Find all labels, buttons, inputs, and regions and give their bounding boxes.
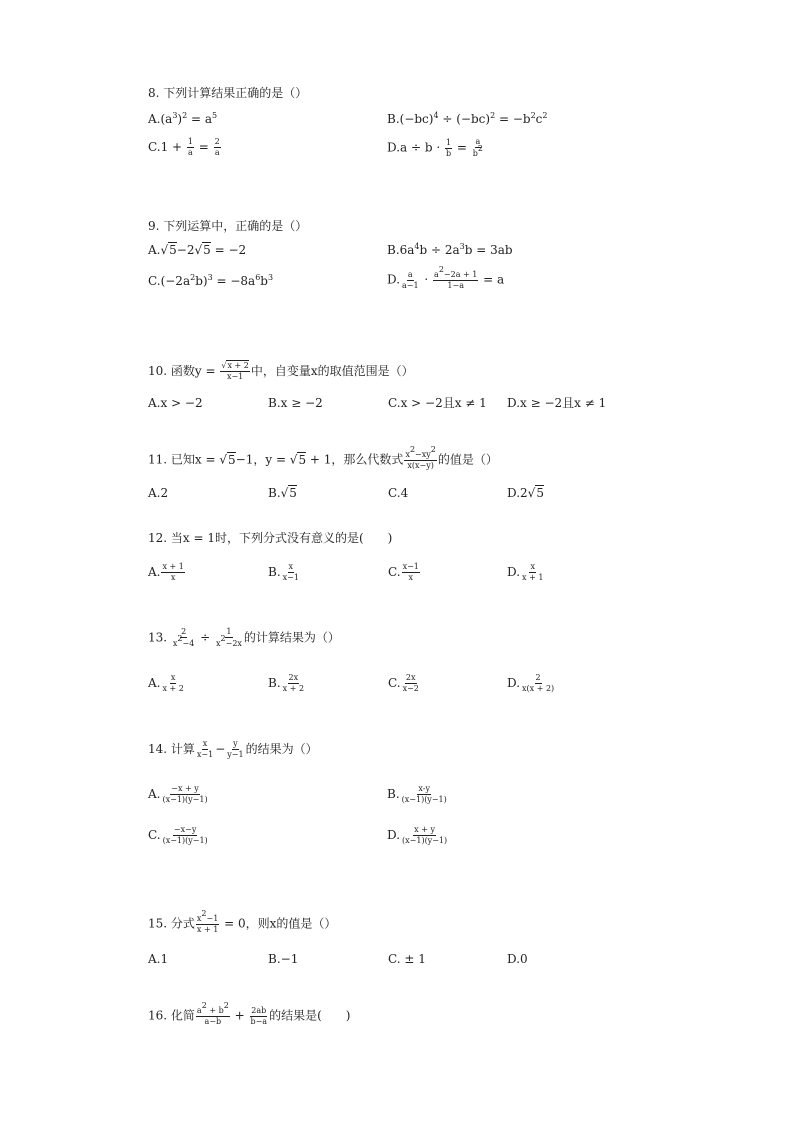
question-10-option-b: B.x ≥ −2 bbox=[268, 396, 323, 410]
question-8-option-b: $B.(-bc)^4 \div (-bc)^2 = -b^2c^2$ bbox=[387, 111, 548, 126]
question-14-option-c: C. $\frac{-x-y}{(x-1)(y-1)}$ bbox=[148, 825, 208, 845]
question-13-option-a: A. $\frac{x}{x + 2}$ bbox=[148, 673, 184, 693]
question-11-option-a: A.2 bbox=[148, 486, 169, 500]
question-15-option-a: A.1 bbox=[148, 952, 169, 966]
question-9-option-d: D. $\frac{a}{a-1}$ · $\frac{a^2-2a + 1}{1-a}$ = a bbox=[387, 265, 505, 290]
question-9-option-c: $C.(-2a^2b)^3 = -8a^6b^3$ bbox=[148, 273, 274, 288]
question-16-stem: 16. 化简 $\frac{a^2 + b^2}{a-b}$ + $\frac{2ab}{b-a}$ 的结果是( ) bbox=[148, 1001, 351, 1026]
question-14-stem: 14. 计算 $\frac{x}{x-1}$ − $\frac{y}{y-1}$ 的结果为（） bbox=[148, 739, 318, 759]
question-8-option-c: C.1 + $\frac{1}{a}$ = $\frac{2}{a}$ bbox=[148, 137, 220, 157]
question-8-option-a: $A.(a^3)^2 = a^5$ bbox=[148, 111, 218, 126]
question-11-option-c: C.4 bbox=[388, 486, 409, 500]
question-14-option-a: A. $\frac{-x + y}{(x-1)(y-1)}$ bbox=[148, 784, 208, 804]
question-13-option-b: B. $\frac{2x}{x + 2}$ bbox=[268, 673, 305, 693]
question-15-stem: 15. 分式 $\frac{x^2-1}{x + 1}$ = 0，则x的值是（） bbox=[148, 909, 337, 934]
question-13-option-c: C. $\frac{2x}{x-2}$ bbox=[388, 673, 419, 693]
question-15-option-c: C. ± 1 bbox=[388, 952, 426, 966]
question-8-stem: 8. 下列计算结果正确的是（） bbox=[148, 86, 308, 100]
question-12-option-d: D. $\frac{x}{x + 1}$ bbox=[507, 562, 544, 582]
question-12-stem: 12. 当x = 1时，下列分式没有意义的是( ) bbox=[148, 531, 393, 545]
question-10-stem: 10. 函数y = $\frac{√x + 2}{x-1}$ 中，自变量x的取值范围是（） bbox=[148, 361, 414, 381]
question-14-option-b: B. $\frac{x-y}{(x-1)(y-1)}$ bbox=[387, 784, 447, 804]
question-15-option-d: D.0 bbox=[507, 952, 528, 966]
question-10-option-d: D.x ≥ −2且x ≠ 1 bbox=[507, 396, 607, 410]
question-15-option-b: B.−1 bbox=[268, 952, 299, 966]
question-13-option-d: D. $\frac{2}{x(x + 2)}$ bbox=[507, 673, 555, 693]
question-13-stem: 13. $\frac{2}{x^2-4}$ ÷ $\frac{1}{x^2-2x}$ 的计算结果为（） bbox=[148, 627, 340, 648]
question-9-option-a: A.√5−2√5 = −2 bbox=[148, 243, 247, 257]
question-11-option-d: D.2√5 bbox=[507, 486, 544, 500]
question-11-option-b: B.√5 bbox=[268, 486, 297, 500]
question-10-option-c: C.x > −2且x ≠ 1 bbox=[388, 396, 487, 410]
question-9-stem: 9. 下列运算中，正确的是（） bbox=[148, 219, 308, 233]
question-11-stem: 11. 已知x = √5−1，y = √5 + 1，那么代数式 $\frac{x^2-xy^2}{x(x-y)}$ 的值是（） bbox=[148, 445, 498, 470]
question-9-option-b: $B.6a^4b \div 2a^3b = 3ab$ bbox=[387, 242, 513, 257]
question-10-option-a: A.x > −2 bbox=[148, 396, 203, 410]
question-12-option-c: C. $\frac{x-1}{x}$ bbox=[388, 562, 419, 582]
question-12-option-a: A. $\frac{x + 1}{x}$ bbox=[148, 562, 184, 582]
question-14-option-d: D. $\frac{x + y}{(x-1)(y-1)}$ bbox=[387, 825, 448, 845]
question-8-option-d: D.a ÷ b · $\frac{1}{b}$ = $\frac{a}{b^2}$ bbox=[387, 137, 484, 158]
question-12-option-b: B. $\frac{x}{x-1}$ bbox=[268, 562, 299, 582]
